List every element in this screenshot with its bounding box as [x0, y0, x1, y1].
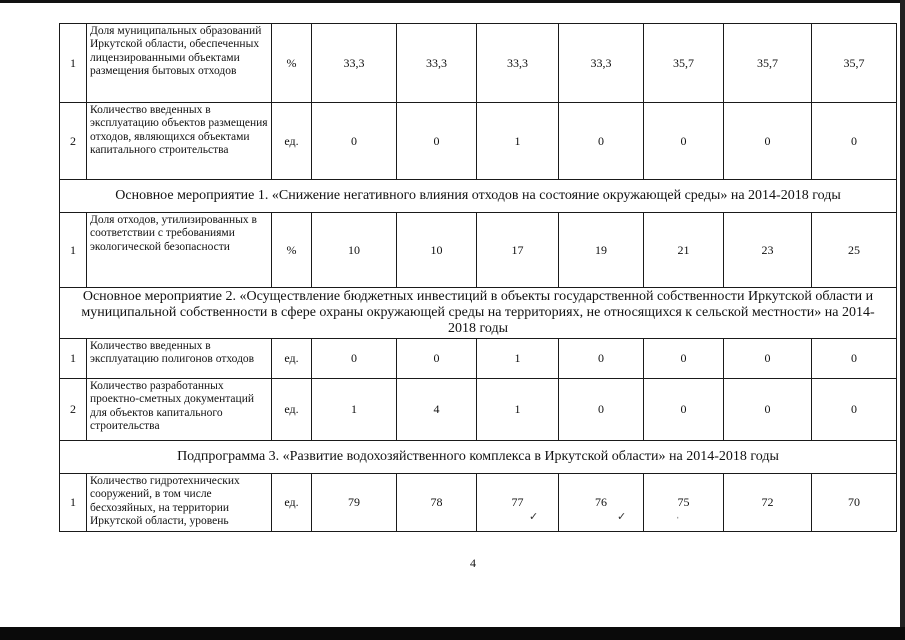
- value-cell: 76: [559, 474, 644, 532]
- row-number: 1: [60, 24, 87, 103]
- value-cell: 0: [644, 103, 724, 180]
- table-row: [60, 379, 897, 441]
- value-cell: 23: [724, 213, 812, 288]
- value-cell: 4: [397, 379, 477, 441]
- section-header-row: [60, 180, 897, 213]
- value-cell: 33,3: [559, 24, 644, 103]
- value-cell: 1: [477, 379, 559, 441]
- value-cell: 1: [312, 379, 397, 441]
- value-cell: 0: [812, 379, 897, 441]
- indicator-name: Количество введенных в эксплуатацию полигонов отходов: [87, 339, 272, 379]
- value-cell: 0: [559, 379, 644, 441]
- value-cell: 78: [397, 474, 477, 532]
- unit-cell: ед.: [272, 339, 312, 379]
- table-row: [60, 339, 897, 379]
- value-cell: 0: [644, 379, 724, 441]
- value-cell: 0: [724, 379, 812, 441]
- section-header-row: [60, 288, 897, 339]
- handwritten-tick: ✓: [529, 511, 539, 523]
- value-cell: 0: [397, 339, 477, 379]
- value-cell: 19: [559, 213, 644, 288]
- scan-bottom-edge: [0, 627, 905, 640]
- value-cell: 33,3: [312, 24, 397, 103]
- value-cell: 35,7: [812, 24, 897, 103]
- indicator-name: Количество разработанных проектно-сметных документаций для объектов капитального строительства: [87, 379, 272, 441]
- value-cell: 0: [397, 103, 477, 180]
- section-header-row: [60, 441, 897, 474]
- table-row: [60, 213, 897, 288]
- value-cell: 0: [312, 339, 397, 379]
- value-cell: 21: [644, 213, 724, 288]
- value-cell: 75: [644, 474, 724, 532]
- table-row: [60, 24, 897, 103]
- value-cell: 0: [559, 339, 644, 379]
- value-cell: 33,3: [477, 24, 559, 103]
- unit-cell: %: [272, 213, 312, 288]
- value-cell: 70: [812, 474, 897, 532]
- section-title: Основное мероприятие 1. «Снижение негативного влияния отходов на состояние окружающей среды» на 2014-2018 годы: [60, 180, 897, 213]
- section-title: Основное мероприятие 2. «Осуществление бюджетных инвестиций в объекты государственной собственности Иркутской области и муниципальной собственности в сфере охраны окружающей среды на территориях, не относящихся к сельской местности» на 2014-2018 годы: [60, 288, 897, 339]
- value-cell: 0: [644, 339, 724, 379]
- indicator-name: Количество введенных в эксплуатацию объектов размещения отходов, являющихся объектами капитального строительства: [87, 103, 272, 180]
- indicator-name: Доля муниципальных образований Иркутской области, обеспеченных лицензированными объектами размещения бытовых отходов: [87, 24, 272, 103]
- value-cell: 25: [812, 213, 897, 288]
- table-body: [60, 24, 897, 532]
- value-cell: 0: [724, 339, 812, 379]
- value-cell: 79: [312, 474, 397, 532]
- value-cell: 0: [724, 103, 812, 180]
- value-cell: 0: [559, 103, 644, 180]
- value-cell: 35,7: [644, 24, 724, 103]
- value-cell: 72: [724, 474, 812, 532]
- value-cell: 35,7: [724, 24, 812, 103]
- indicator-name: Доля отходов, утилизированных в соответствии с требованиями экологической безопасности: [87, 213, 272, 288]
- section-title: Подпрограмма 3. «Развитие водохозяйственного комплекса в Иркутской области» на 2014-2018 годы: [60, 441, 897, 474]
- unit-cell: ед.: [272, 379, 312, 441]
- row-number: 1: [60, 474, 87, 532]
- table-row: [60, 103, 897, 180]
- value-cell: 1: [477, 339, 559, 379]
- row-number: 2: [60, 103, 87, 180]
- row-number: 1: [60, 213, 87, 288]
- row-number: 1: [60, 339, 87, 379]
- unit-cell: ед.: [272, 474, 312, 532]
- value-cell: 33,3: [397, 24, 477, 103]
- value-cell: 77: [477, 474, 559, 532]
- unit-cell: %: [272, 24, 312, 103]
- table-row: [60, 474, 897, 532]
- row-number: 2: [60, 379, 87, 441]
- unit-cell: ед.: [272, 103, 312, 180]
- handwritten-tick: ˈ: [676, 515, 680, 527]
- value-cell: 0: [312, 103, 397, 180]
- value-cell: 0: [812, 103, 897, 180]
- indicator-table: [59, 23, 897, 532]
- scan-top-edge: [0, 0, 905, 3]
- value-cell: 17: [477, 213, 559, 288]
- value-cell: 0: [812, 339, 897, 379]
- value-cell: 10: [397, 213, 477, 288]
- indicator-name: Количество гидротехнических сооружений, в том числе бесхозяйных, на территории Иркутской области, уровень: [87, 474, 272, 532]
- scan-right-edge: [900, 0, 905, 640]
- handwritten-tick: ✓: [617, 511, 627, 523]
- value-cell: 10: [312, 213, 397, 288]
- value-cell: 1: [477, 103, 559, 180]
- page-number: 4: [470, 556, 476, 570]
